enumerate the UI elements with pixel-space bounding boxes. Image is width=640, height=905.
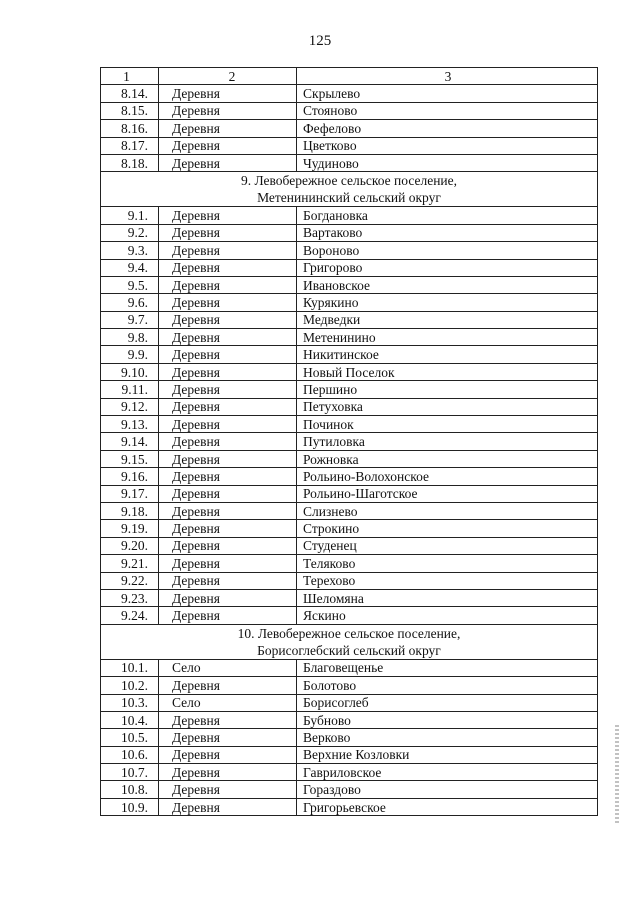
- settlement-name: Студенец: [297, 537, 598, 554]
- settlement-type: Деревня: [159, 363, 297, 380]
- settlement-name: Яскино: [297, 607, 598, 624]
- settlement-name: Ивановское: [297, 276, 598, 293]
- settlement-name: Першино: [297, 381, 598, 398]
- header-col-2: 2: [159, 68, 297, 85]
- table-row: [101, 537, 598, 554]
- table-row: [101, 416, 598, 433]
- section-title: [101, 624, 598, 659]
- settlement-type: Деревня: [159, 677, 297, 694]
- table-row: [101, 555, 598, 572]
- table-row: [101, 450, 598, 467]
- settlement-type: Деревня: [159, 607, 297, 624]
- row-number: 9.1.: [101, 207, 159, 224]
- row-number: 9.2.: [101, 224, 159, 241]
- settlement-name: Бубново: [297, 711, 598, 728]
- settlement-name: Верково: [297, 729, 598, 746]
- settlements-table-body: [101, 68, 598, 816]
- settlement-name: Благовещенье: [297, 659, 598, 676]
- table-row: [101, 764, 598, 781]
- settlement-name: Медведки: [297, 311, 598, 328]
- scan-margin-mark: [615, 725, 619, 825]
- settlement-name: Григорово: [297, 259, 598, 276]
- settlement-type: Деревня: [159, 294, 297, 311]
- table-row: [101, 677, 598, 694]
- settlement-type: Деревня: [159, 224, 297, 241]
- settlement-name: Никитинское: [297, 346, 598, 363]
- settlement-name: Цветково: [297, 137, 598, 154]
- table-row: [101, 468, 598, 485]
- row-number: 9.18.: [101, 502, 159, 519]
- row-number: 8.14.: [101, 85, 159, 102]
- settlement-type: Деревня: [159, 85, 297, 102]
- row-number: 9.13.: [101, 416, 159, 433]
- settlement-name: Шеломяна: [297, 589, 598, 606]
- settlement-name: Рольино-Шаготское: [297, 485, 598, 502]
- settlement-name: Гораздово: [297, 781, 598, 798]
- section-title-line: Метенининский сельский округ: [257, 190, 441, 206]
- table-row: [101, 120, 598, 137]
- settlement-type: Деревня: [159, 154, 297, 171]
- settlement-type: Деревня: [159, 207, 297, 224]
- table-row: [101, 242, 598, 259]
- settlement-type: Деревня: [159, 259, 297, 276]
- settlement-type: Деревня: [159, 520, 297, 537]
- table-row: [101, 607, 598, 624]
- row-number: 9.17.: [101, 485, 159, 502]
- row-number: 9.11.: [101, 381, 159, 398]
- row-number: 8.17.: [101, 137, 159, 154]
- row-number: 9.22.: [101, 572, 159, 589]
- table-row: [101, 102, 598, 119]
- table-header-row: [101, 68, 598, 85]
- settlements-table: [100, 67, 598, 816]
- row-number: 8.16.: [101, 120, 159, 137]
- settlement-type: Деревня: [159, 276, 297, 293]
- table-row: [101, 520, 598, 537]
- settlement-name: Верхние Козловки: [297, 746, 598, 763]
- row-number: 10.3.: [101, 694, 159, 711]
- header-col-1: 1: [101, 68, 159, 85]
- row-number: 9.5.: [101, 276, 159, 293]
- row-number: 9.21.: [101, 555, 159, 572]
- settlement-type: Деревня: [159, 381, 297, 398]
- table-row: [101, 154, 598, 171]
- row-number: 9.23.: [101, 589, 159, 606]
- settlement-type: Деревня: [159, 589, 297, 606]
- section-title-line: 10. Левобережное сельское поселение,: [237, 625, 461, 641]
- settlement-type: Деревня: [159, 120, 297, 137]
- table-row: [101, 398, 598, 415]
- row-number: 9.14.: [101, 433, 159, 450]
- row-number: 9.9.: [101, 346, 159, 363]
- settlement-name: Вороново: [297, 242, 598, 259]
- page-number: 125: [308, 33, 332, 49]
- row-number: 9.3.: [101, 242, 159, 259]
- row-number: 10.9.: [101, 798, 159, 815]
- row-number: 9.12.: [101, 398, 159, 415]
- settlement-name: Метенинино: [297, 329, 598, 346]
- table-row: [101, 207, 598, 224]
- settlement-name: Терехово: [297, 572, 598, 589]
- settlement-type: Деревня: [159, 746, 297, 763]
- settlement-name: Чудиново: [297, 154, 598, 171]
- settlement-name: Починок: [297, 416, 598, 433]
- row-number: 9.4.: [101, 259, 159, 276]
- settlement-name: Путиловка: [297, 433, 598, 450]
- section-header-row: [101, 624, 598, 659]
- row-number: 9.7.: [101, 311, 159, 328]
- settlement-type: Село: [159, 659, 297, 676]
- settlement-type: Деревня: [159, 242, 297, 259]
- row-number: 9.16.: [101, 468, 159, 485]
- table-row: [101, 798, 598, 815]
- row-number: 9.10.: [101, 363, 159, 380]
- settlement-type: Деревня: [159, 433, 297, 450]
- settlement-name: Рольино-Волохонское: [297, 468, 598, 485]
- row-number: 9.6.: [101, 294, 159, 311]
- section-header-row: [101, 172, 598, 207]
- row-number: 10.7.: [101, 764, 159, 781]
- header-col-3: 3: [297, 68, 598, 85]
- settlement-type: Деревня: [159, 711, 297, 728]
- settlement-name: Стояново: [297, 102, 598, 119]
- settlement-name: Новый Поселок: [297, 363, 598, 380]
- settlement-type: Деревня: [159, 798, 297, 815]
- settlement-type: Деревня: [159, 537, 297, 554]
- settlement-type: Деревня: [159, 102, 297, 119]
- settlement-type: Деревня: [159, 346, 297, 363]
- table-row: [101, 572, 598, 589]
- settlement-name: Вартаково: [297, 224, 598, 241]
- settlement-type: Деревня: [159, 468, 297, 485]
- row-number: 10.2.: [101, 677, 159, 694]
- settlement-type: Деревня: [159, 781, 297, 798]
- settlement-type: Деревня: [159, 572, 297, 589]
- settlement-name: Гавриловское: [297, 764, 598, 781]
- settlement-type: Деревня: [159, 485, 297, 502]
- settlement-name: Петуховка: [297, 398, 598, 415]
- settlement-type: Деревня: [159, 398, 297, 415]
- settlement-type: Деревня: [159, 311, 297, 328]
- row-number: 10.8.: [101, 781, 159, 798]
- table-row: [101, 746, 598, 763]
- table-row: [101, 781, 598, 798]
- table-row: [101, 589, 598, 606]
- row-number: 9.19.: [101, 520, 159, 537]
- settlement-name: Фефелово: [297, 120, 598, 137]
- table-row: [101, 346, 598, 363]
- table-row: [101, 433, 598, 450]
- settlement-type: Деревня: [159, 329, 297, 346]
- row-number: 10.1.: [101, 659, 159, 676]
- settlement-type: Деревня: [159, 555, 297, 572]
- table-row: [101, 329, 598, 346]
- settlement-type: Село: [159, 694, 297, 711]
- table-row: [101, 294, 598, 311]
- settlement-type: Деревня: [159, 764, 297, 781]
- settlement-name: Слизнево: [297, 502, 598, 519]
- row-number: 8.18.: [101, 154, 159, 171]
- section-title-line: 9. Левобережное сельское поселение,: [240, 173, 458, 189]
- settlement-name: Теляково: [297, 555, 598, 572]
- section-title: [101, 172, 598, 207]
- section-title-line: Борисоглебский сельский округ: [257, 642, 441, 658]
- row-number: 9.20.: [101, 537, 159, 554]
- settlement-name: Курякино: [297, 294, 598, 311]
- row-number: 9.8.: [101, 329, 159, 346]
- table-row: [101, 485, 598, 502]
- settlement-type: Деревня: [159, 450, 297, 467]
- settlement-name: Богдановка: [297, 207, 598, 224]
- settlement-name: Григорьевское: [297, 798, 598, 815]
- row-number: 10.4.: [101, 711, 159, 728]
- row-number: 10.6.: [101, 746, 159, 763]
- table-row: [101, 694, 598, 711]
- settlement-name: Борисоглеб: [297, 694, 598, 711]
- settlement-name: Рожновка: [297, 450, 598, 467]
- table-row: [101, 276, 598, 293]
- settlement-name: Болотово: [297, 677, 598, 694]
- table-row: [101, 259, 598, 276]
- table-row: [101, 85, 598, 102]
- settlement-type: Деревня: [159, 729, 297, 746]
- row-number: 8.15.: [101, 102, 159, 119]
- table-row: [101, 224, 598, 241]
- table-row: [101, 729, 598, 746]
- table-row: [101, 502, 598, 519]
- table-row: [101, 381, 598, 398]
- row-number: 10.5.: [101, 729, 159, 746]
- row-number: 9.24.: [101, 607, 159, 624]
- settlement-type: Деревня: [159, 416, 297, 433]
- table-row: [101, 137, 598, 154]
- table-row: [101, 659, 598, 676]
- table-row: [101, 363, 598, 380]
- settlement-name: Скрылево: [297, 85, 598, 102]
- settlement-type: Деревня: [159, 502, 297, 519]
- settlement-type: Деревня: [159, 137, 297, 154]
- table-row: [101, 311, 598, 328]
- table-row: [101, 711, 598, 728]
- row-number: 9.15.: [101, 450, 159, 467]
- settlement-name: Строкино: [297, 520, 598, 537]
